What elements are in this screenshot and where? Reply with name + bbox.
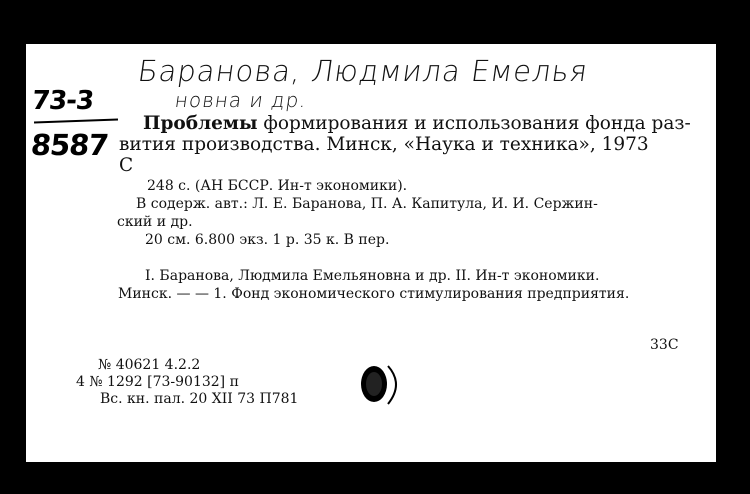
classification-code: 33С <box>650 337 679 353</box>
title-line-1-rest: формирования и использования фонда раз- <box>257 113 691 134</box>
call-number-line-2: 8587 <box>29 128 110 162</box>
scan-border-right <box>716 40 750 470</box>
title-line-3: С <box>119 155 134 176</box>
title-line-2: вития производства. Минск, «Наука и техника», 1973 <box>119 134 649 155</box>
scan-border-left <box>0 44 26 494</box>
scan-border-bottom <box>26 462 750 494</box>
call-number-line-1: 73-3 <box>30 86 95 116</box>
catalog-number-line-3: Вс. кн. пал. 20 XII 73 П781 <box>100 391 299 407</box>
tracings-line-2: Минск. — — 1. Фонд экономического стимулирования предприятия. <box>118 286 630 302</box>
pages-series: 248 с. (АН БССР. Ин-т экономики). <box>147 178 408 194</box>
title-lead-word: Проблемы <box>143 113 258 134</box>
contents-line-1: В содерж. авт.: Л. Е. Баранова, П. А. Капитула, И. И. Сержин- <box>136 196 598 212</box>
title-line-1 <box>143 113 691 134</box>
tracings-line-1: I. Баранова, Людмила Емельяновна и др. II. Ин-т экономики. <box>145 268 600 284</box>
format-price: 20 см. 6.800 экз. 1 р. 35 к. В пер. <box>145 232 390 248</box>
catalog-number-line-1: № 40621 4.2.2 <box>98 357 201 373</box>
catalog-number-line-2: 4 № 1292 [73-90132] п <box>76 374 239 390</box>
handwritten-author-line-2: новна и др. <box>173 88 309 112</box>
contents-line-2: ский и др. <box>117 214 193 230</box>
library-stamp-icon <box>356 360 406 408</box>
handwritten-author-line-1: Баранова, Людмила Емелья <box>135 54 591 88</box>
scan-border-top <box>0 0 750 44</box>
